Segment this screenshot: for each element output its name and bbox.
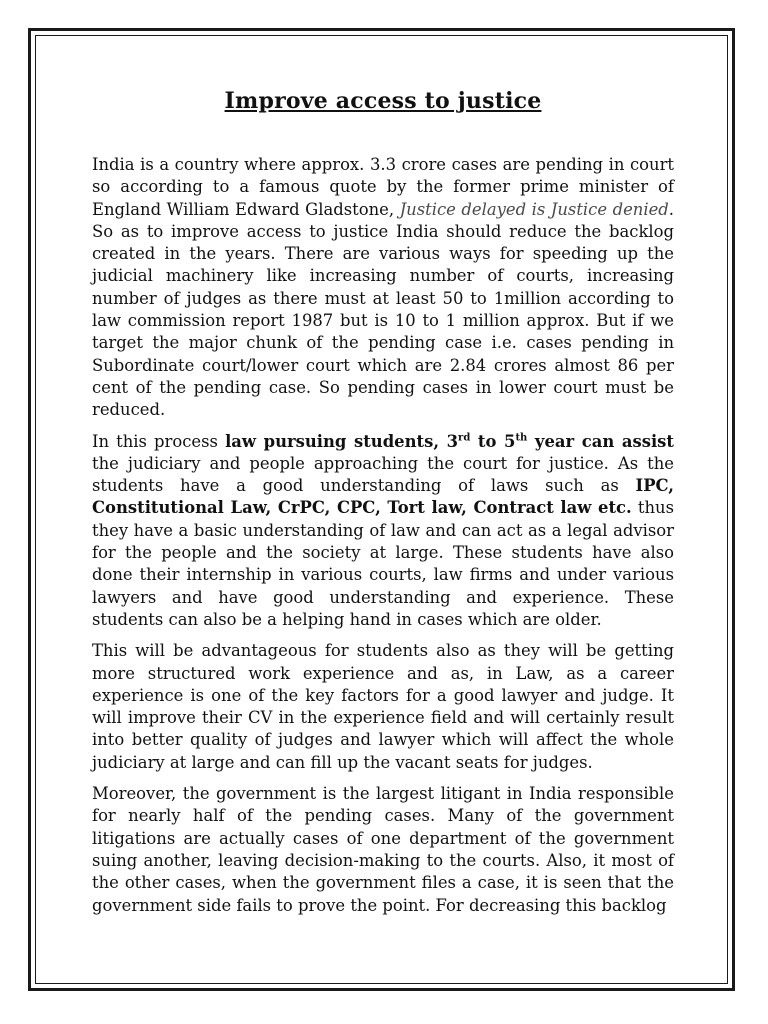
document-title: Improve access to justice xyxy=(224,88,542,114)
paragraph-1-text-b: . So as to improve access to justice India should reduce the backlog created in the years. There are various ways for speeding up the judicial machinery like increasing number of courts, increasing number of judges as there must at least 50 to 1million according to law commission report 1987 but is 10 to 1 million approx. But if we target the major chunk of the pending case i.e. cases pending in Subordinate court/lower court which are 2.84 crores almost 86 per cent of the pending case. So pending cases in lower court must be reduced. xyxy=(92,199,674,420)
paragraph-2-sup-b: th xyxy=(515,432,528,444)
document-body xyxy=(92,88,674,926)
paragraph-2 xyxy=(92,431,674,632)
gladstone-quote: Justice delayed is Justice denied xyxy=(399,199,669,219)
paragraph-1-text-a: India is a country where approx. 3.3 crore cases are pending in court so according to a famous quote by the former prime minister of England William Edward Gladstone, xyxy=(92,155,674,219)
paragraph-4: Moreover, the government is the largest litigant in India responsible for nearly half of the pending cases. Many of the government litigations are actually cases of one department of the government suing another, leaving decision-making to the courts. Also, it most of the other cases, when the government files a case, it is seen that the government side fails to prove the point. For decreasing this backlog xyxy=(92,784,674,915)
paragraph-2-bold-laws: IPC, Constitutional Law, CrPC, CPC, Tort law, Contract law etc. xyxy=(92,476,674,518)
paragraph-1 xyxy=(92,154,674,422)
paragraph-2-text-c: thus they have a basic understanding of law and can act as a legal advisor for the people and the society at large. These students have also done their internship in various courts, law firms and under various lawyers and have good understanding and experience. These students can also be a helping hand in cases which are older. xyxy=(92,498,674,629)
paragraph-3: This will be advantageous for students also as they will be getting more structured work experience and as, in Law, as a career experience is one of the key factors for a good lawyer and judge. It will improve their CV in the experience field and will certainly result into better quality of judges and lawyer which will affect the whole judiciary at large and can fill up the vacant seats for judges. xyxy=(92,641,674,772)
paragraph-2-bold-c: year can assist xyxy=(527,431,674,451)
paragraph-2-bold-b: to 5 xyxy=(470,431,516,451)
paragraph-2-text-b: the judiciary and people approaching the court for justice. As the students have a good understanding of laws such as xyxy=(92,453,674,496)
paragraph-2-sup-a: rd xyxy=(458,432,471,444)
paragraph-2-bold-a: law pursuing students, 3 xyxy=(225,431,459,451)
paragraph-2-text-a: In this process xyxy=(92,431,226,451)
